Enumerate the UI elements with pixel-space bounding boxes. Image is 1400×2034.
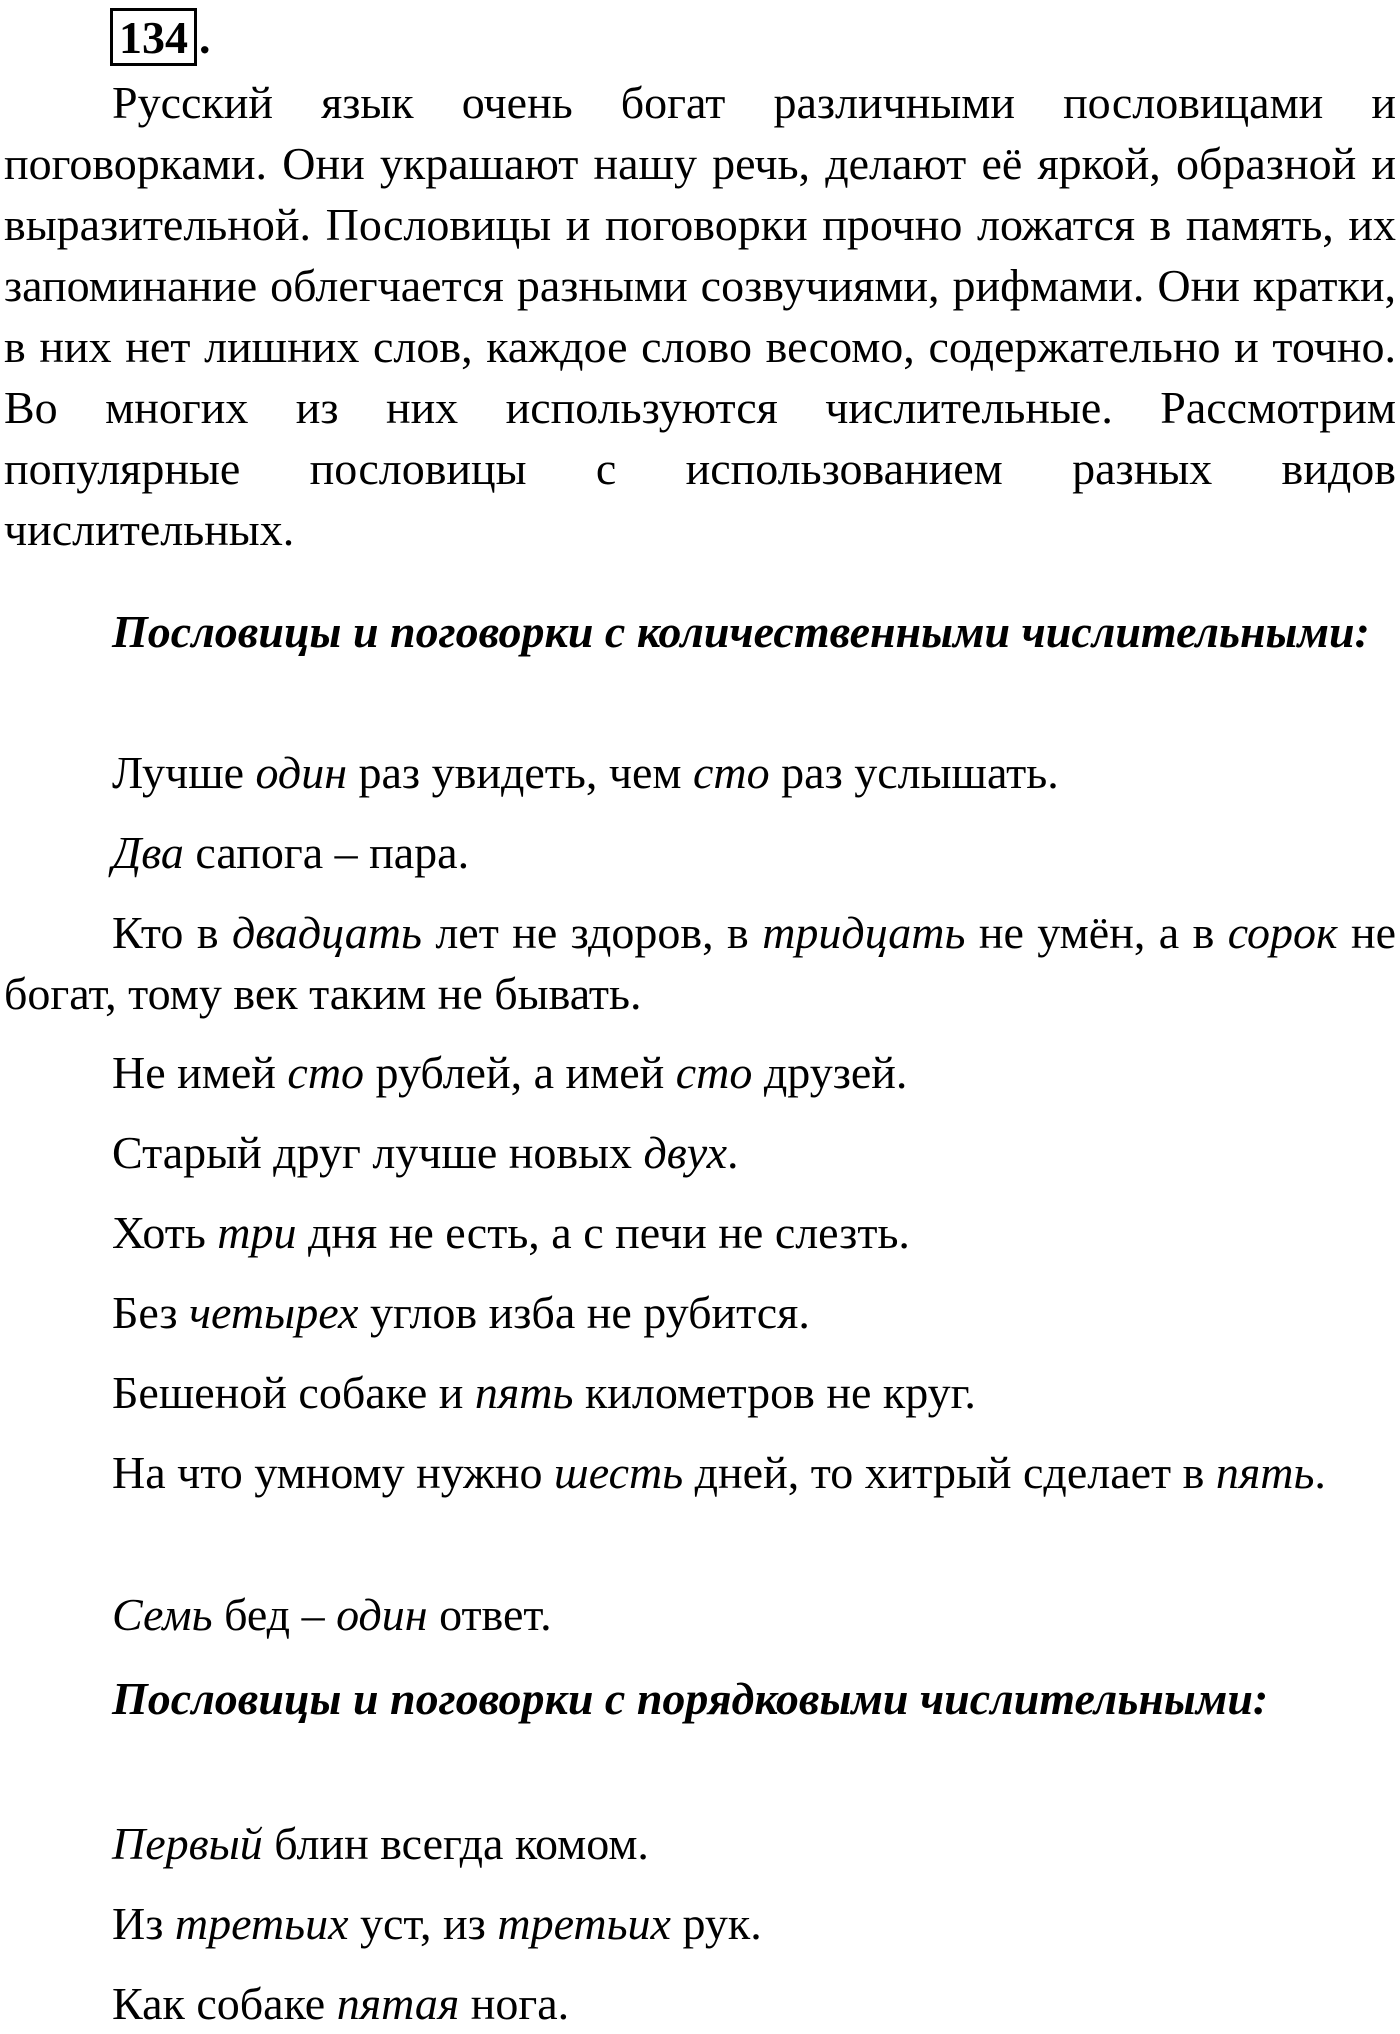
numeral-word: третьих [174,1898,349,1949]
numeral-word: сто [693,747,770,798]
proverb-line: Семь бед – один ответ. [112,1589,552,1640]
exercise-number [110,8,211,66]
section-heading-cardinal: Пословицы и поговорки с количественными числительными: [112,606,1370,657]
numeral-word: третьих [497,1898,671,1949]
proverb-line: Не имей сто рублей, а имей сто друзей. [112,1047,908,1098]
section-heading-ordinal: Пословицы и поговорки с порядковыми числительными: [112,1673,1269,1724]
numeral-word: тридцать [762,907,966,958]
proverb-line: Старый друг лучше новых двух. [112,1127,739,1178]
numeral-word: двадцать [231,907,422,958]
numeral-word: сто [675,1047,753,1098]
proverb-line: Как собаке пятая нога. [112,1978,570,2029]
numeral-word: двух [643,1127,727,1178]
numeral-word: Два [112,827,184,878]
proverb-line: Кто в двадцать лет не здоров, в тридцать не умён, а в сорок не богат, тому век таким не бывать. [4,907,1396,1019]
numeral-word: пять [474,1367,574,1418]
proverb-line: Хоть три дня не есть, а с печи не слезть. [112,1207,910,1258]
numeral-word: четырех [189,1287,359,1338]
proverb-line: На что умному нужно шесть дней, то хитрый сделает в пять. [112,1447,1326,1498]
numeral-word: один [255,747,348,798]
numeral-word: пятая [336,1978,460,2029]
numeral-word: сорок [1227,907,1338,958]
proverb-line: Бешеной собаке и пять километров не круг. [112,1367,976,1418]
numeral-word: один [336,1589,428,1640]
numeral-word: Семь [112,1589,213,1640]
proverb-line: Без четырех углов изба не рубится. [112,1287,810,1338]
proverb-line: Лучше один раз увидеть, чем сто раз услышать. [112,747,1059,798]
numeral-word: пять [1215,1447,1315,1498]
numeral-word: шесть [554,1447,684,1498]
numeral-word: три [217,1207,297,1258]
exercise-number-box: 134 [110,8,197,66]
proverb-line: Два сапога – пара. [112,827,470,878]
intro-paragraph: Русский язык очень богат различными пословицами и поговорками. Они украшают нашу речь, делают её яркой, образной и выразительной. Пословицы и поговорки прочно ложатся в память, их запоминание облегчается разными созвучиями, рифмами. Они кратки, в них нет лишних слов, каждое слово весомо, содержательно и точно. Во многих из них используются числительные. Рассмотрим популярные пословицы с использованием разных видов числительных. [4,77,1396,555]
proverb-line: Первый блин всегда комом. [112,1818,649,1869]
proverb-line: Из третьих уст, из третьих рук. [112,1898,762,1949]
numeral-word: сто [287,1047,365,1098]
numeral-word: Первый [112,1818,263,1869]
exercise-number-dot: . [199,12,211,63]
